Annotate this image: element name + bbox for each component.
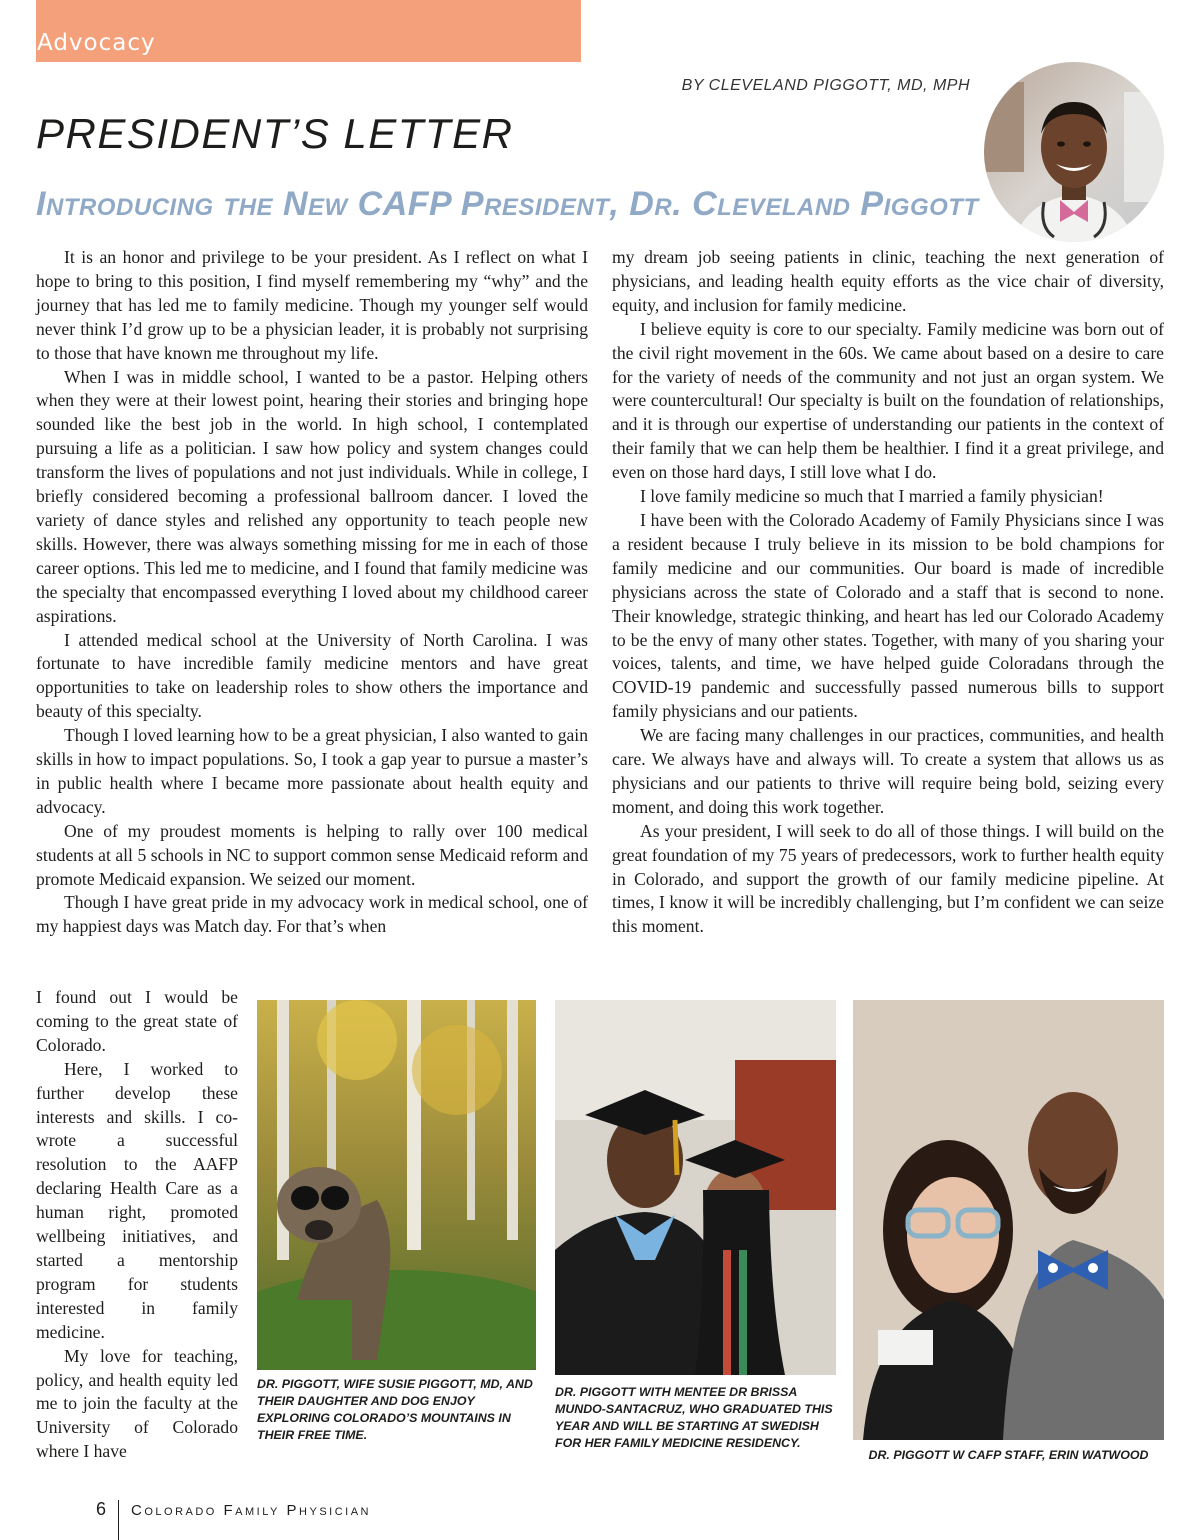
paragraph: I love family medicine so much that I married a family physician! [640,486,1104,507]
article-column-left [36,246,588,939]
photo-caption: DR. PIGGOTT W CAFP STAFF, ERIN WATWOOD [868,1448,1149,1462]
page-title: PRESIDENT’S LETTER [36,110,514,157]
paragraph: my dream job seeing patients in clinic, teaching the next generation of physicians, and leading health equity efforts as the vice chair of diversity, equity, and inclusion for family medicine. [612,247,1164,315]
paragraph: When I was in middle school, I wanted to be a pastor. Helping others when they were at their lowest point, hearing their stories and bringing hope sounded like the best job in the world. In high school, I contemplated pursuing a life as a politician. I saw how policy and system changes could transform the lives of populations and not just individuals. While in college, I briefly considered becoming a professional ballroom dancer. I loved the variety of dance styles and relished any opportunity to teach people new skills. However, there was always something missing for me in each of those career options. This led me to medicine, and I found that family medicine was the specialty that encompassed everything I loved about my childhood career aspirations. [36,366,588,626]
paragraph: I have been with the Colorado Academy of Family Physicians since I was a resident because I truly believe in its mission to be bold champions for family medicine and our communities. Our board is made of incredible physicians across the state of Colorado and a staff that is second to none. Their knowledge, strategic thinking, and heart has led our Colorado Academy to be the envy of many other states. Together, with many of you sharing your voices, talents, and time, we have helped guide Coloradans through the COVID-19 pandemic and successfully passed numerous bills to support family physicians and our patients. [612,509,1164,722]
photo-caption: DR. PIGGOTT WITH MENTEE DR BRISSA MUNDO-SANTACRUZ, WHO GRADUATED THIS YEAR AND WILL BE STARTING AT SWEDISH FOR HER FAMILY MEDICINE RESIDENCY. [555,1385,833,1450]
paragraph: Here, I worked to further develop these interests and skills. I co-wrote a successful resolution to the AAFP declaring Health Care as a human right, promoted wellbeing initiatives, and started a mentorship program for students interested in family medicine. [36,1058,238,1342]
section-label: Advocacy [37,30,156,56]
paragraph: I found out I would be coming to the great state of Colorado. [36,987,238,1055]
publication-name: Colorado Family Physician [131,1502,371,1519]
author-portrait-photo [984,62,1164,242]
paragraph: I attended medical school at the University of North Carolina. I was fortunate to have incredible family medicine mentors and have great opportunities to take on leadership roles to show others the importance and beauty of this specialty. [36,629,588,722]
paragraph: We are facing many challenges in our practices, communities, and health care. We always have and always will. To create a system that allows us as physicians and our patients to thrive will require being bold, seizing every moment, and doing this work together. [612,725,1164,817]
byline: BY CLEVELAND PIGGOTT, MD, MPH [681,77,970,94]
paragraph: I believe equity is core to our specialty. Family medicine was born out of the civil right movement in the 60s. We came about based on a desire to care for the variety of needs of the community and not just an organ system. We were countercultural! Our specialty is built on the foundation of relationships, and it is through our expertise of understanding our patients in the context of their family that we can help them be healthier. I find it a great privilege, and even on those hard days, I still love what I do. [612,318,1164,483]
article-subtitle: Introducing the New CAFP President, Dr. Cleveland Piggott [36,185,979,223]
graduation-photo [555,1000,836,1375]
paragraph: One of my proudest moments is helping to rally over 100 medical students at all 5 schools in NC to support common sense Medicaid reform and promote Medicaid expansion. We seized our moment. [36,820,588,889]
article-column-right [612,246,1164,939]
paragraph: It is an honor and privilege to be your president. As I reflect on what I hope to bring to this position, I find myself remembering my “why” and the journey that has led me to family medicine. Though my younger self would never think I’d grow up to be a physician leader, it is probably not surprising to those that have known me throughout my life. [36,247,588,363]
page-number: 6 [96,1499,107,1519]
staff-photo [853,1000,1164,1440]
paragraph: Though I have great pride in my advocacy work in medical school, one of my happiest days was Match day. For that’s when [36,892,588,937]
photo-caption: DR. PIGGOTT, WIFE SUSIE PIGGOTT, MD, AND THEIR DAUGHTER AND DOG ENJOY EXPLORING COLORADO’S MOUNTAINS IN THEIR FREE TIME. [257,1377,533,1442]
article-column-narrow [36,986,238,1464]
footer-divider [118,1500,119,1540]
dog-forest-photo [257,1000,536,1370]
paragraph: As your president, I will seek to do all of those things. I will build on the great foundation of my 75 years of predecessors, work to further health equity in Colorado, and support the growth of our family medicine pipeline. At times, I know it will be incredibly challenging, but I’m confident we can seize this moment. [612,820,1164,937]
paragraph: My love for teaching, policy, and health equity led me to join the faculty at the University of Colorado where I have [36,1345,238,1462]
paragraph: Though I loved learning how to be a great physician, I also wanted to gain skills in how to impact populations. So, I took a gap year to pursue a master’s in public health where I became more passionate about health equity and advocacy. [36,725,588,817]
